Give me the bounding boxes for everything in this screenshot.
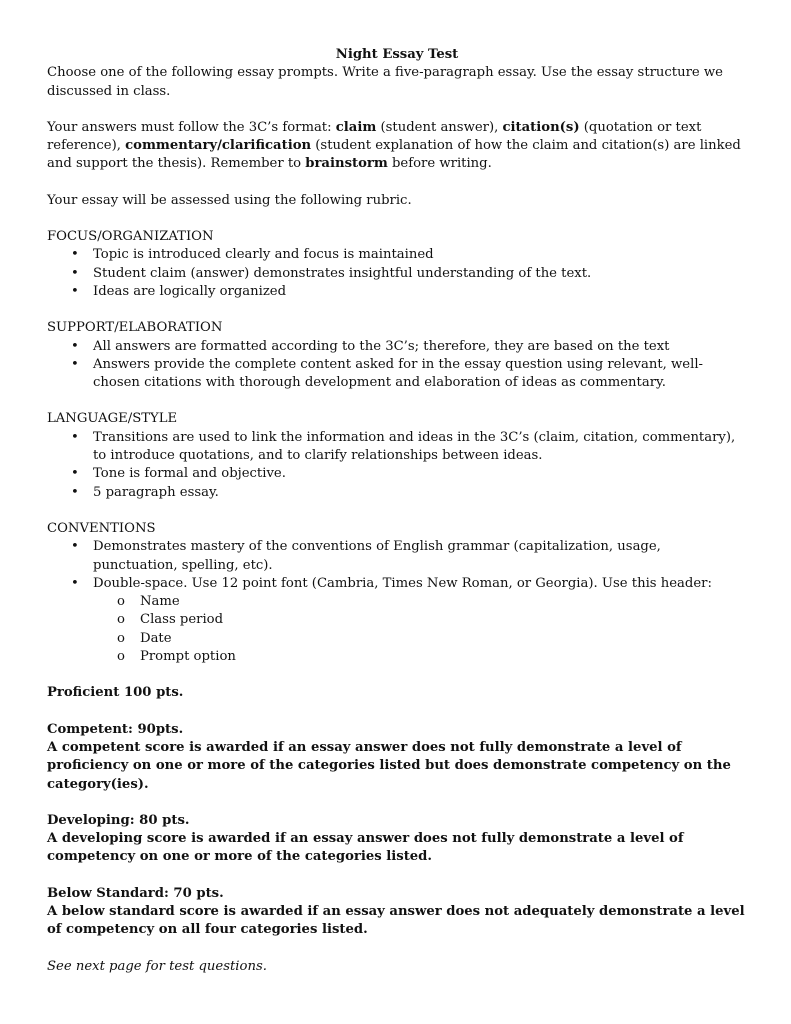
intro-paragraph: Choose one of the following essay prompts. Write a five-paragraph essay. Use the essay structure we discussed in class. xyxy=(47,65,723,99)
list-item xyxy=(47,429,747,466)
list-item xyxy=(47,484,747,502)
section-heading: CONVENTIONS xyxy=(47,520,156,536)
bullet-icon: • xyxy=(71,539,79,555)
list-item xyxy=(47,356,747,393)
bullet-icon: • xyxy=(71,466,79,482)
list-item-text: 5 paragraph essay. xyxy=(93,484,219,500)
bullet-list xyxy=(47,429,747,502)
sub-list-item xyxy=(47,630,747,648)
list-item-text: Topic is introduced clearly and focus is maintained xyxy=(93,247,434,263)
format-text-2: (student answer), xyxy=(376,119,503,135)
claim-term: claim xyxy=(335,119,377,135)
commentary-term: commentary/clarification xyxy=(125,138,312,154)
circle-bullet-icon: o xyxy=(117,594,125,610)
bullet-icon: • xyxy=(71,247,79,263)
list-item xyxy=(47,465,747,483)
sub-list-item-text: Class period xyxy=(140,612,224,628)
circle-bullet-icon: o xyxy=(117,649,125,665)
format-text-4: (student explanation of how the claim and citation(s) are linked and support the thesis). Remember to xyxy=(47,138,741,172)
format-paragraph xyxy=(47,119,747,174)
bullet-list xyxy=(47,246,747,301)
rubric-section-focus xyxy=(47,228,747,301)
bullet-icon: • xyxy=(71,283,79,299)
rubric-section-language xyxy=(47,410,747,501)
rubric-intro: Your essay will be assessed using the following rubric. xyxy=(47,192,412,208)
score-proficient: Proficient 100 pts. xyxy=(47,685,184,701)
bullet-icon: • xyxy=(71,356,79,372)
score-competent-title: Competent: 90pts. xyxy=(47,721,184,737)
score-developing-description: A developing score is awarded if an essay answer does not fully demonstrate a level of competency on one or more of the categories listed. xyxy=(47,831,684,865)
sub-list-item-text: Date xyxy=(140,630,172,646)
sub-list-item xyxy=(47,611,747,629)
sub-list-item-text: Name xyxy=(140,594,180,610)
score-competent-description: A competent score is awarded if an essay answer does not fully demonstrate a level of proficiency on one or more of the categories listed but does demonstrate competency on the category(ies). xyxy=(47,739,731,792)
rubric-section-support xyxy=(47,319,747,392)
footer-note: See next page for test questions. xyxy=(47,958,267,974)
format-text-5: before writing. xyxy=(387,156,492,172)
list-item xyxy=(47,575,747,593)
list-item xyxy=(47,538,747,575)
format-text-3: (quotation or text reference), xyxy=(47,119,702,154)
format-text-1: Your answers must follow the 3C’s format: xyxy=(47,119,336,135)
list-item-text: Double-space. Use 12 point font (Cambria, Times New Roman, or Georgia). Use this header: xyxy=(93,575,712,591)
circle-bullet-icon: o xyxy=(117,612,125,628)
bullet-list xyxy=(47,338,747,393)
brainstorm-term: brainstorm xyxy=(305,156,388,172)
score-below-title: Below Standard: 70 pts. xyxy=(47,885,224,901)
bullet-icon: • xyxy=(71,484,79,500)
list-item xyxy=(47,338,747,356)
list-item xyxy=(47,265,747,283)
list-item-text: Transitions are used to link the information and ideas in the 3C’s (claim, citation, commentary), to introduce quotations, and to clarify relationships between ideas. xyxy=(93,429,736,464)
bullet-icon: • xyxy=(71,338,79,354)
score-below-description: A below standard score is awarded if an essay answer does not adequately demonstrate a level of competency on all four categories listed. xyxy=(47,903,745,938)
bullet-list xyxy=(47,538,747,593)
circle-bullet-icon: o xyxy=(117,630,125,646)
sub-list-item xyxy=(47,648,747,666)
rubric-section-conventions xyxy=(47,520,747,666)
section-heading: SUPPORT/ELABORATION xyxy=(47,320,223,336)
page-title: Night Essay Test xyxy=(335,47,459,62)
list-item xyxy=(47,246,747,264)
list-item xyxy=(47,283,747,301)
section-heading: FOCUS/ORGANIZATION xyxy=(47,229,214,245)
list-item-text: Student claim (answer) demonstrates insightful understanding of the text. xyxy=(93,265,592,281)
list-item-text: Answers provide the complete content asked for in the essay question using relevant, well-chosen citations with thorough development and elaboration of ideas as commentary. xyxy=(93,356,703,391)
header-sub-list xyxy=(47,593,747,666)
list-item-text: Ideas are logically organized xyxy=(93,283,287,299)
sub-list-item-text: Prompt option xyxy=(140,649,236,665)
list-item-text: Demonstrates mastery of the conventions of English grammar (capitalization, usage, punctuation, spelling, etc). xyxy=(93,539,661,573)
list-item-text: Tone is formal and objective. xyxy=(93,466,286,482)
score-developing-title: Developing: 80 pts. xyxy=(47,812,190,828)
bullet-icon: • xyxy=(71,575,79,591)
citation-term: citation(s) xyxy=(502,119,580,135)
sub-list-item xyxy=(47,593,747,611)
bullet-icon: • xyxy=(71,265,79,281)
list-item-text: All answers are formatted according to the 3C’s; therefore, they are based on the text xyxy=(93,338,670,354)
document-page xyxy=(47,46,747,976)
bullet-icon: • xyxy=(71,429,79,445)
section-heading: LANGUAGE/STYLE xyxy=(47,411,178,427)
